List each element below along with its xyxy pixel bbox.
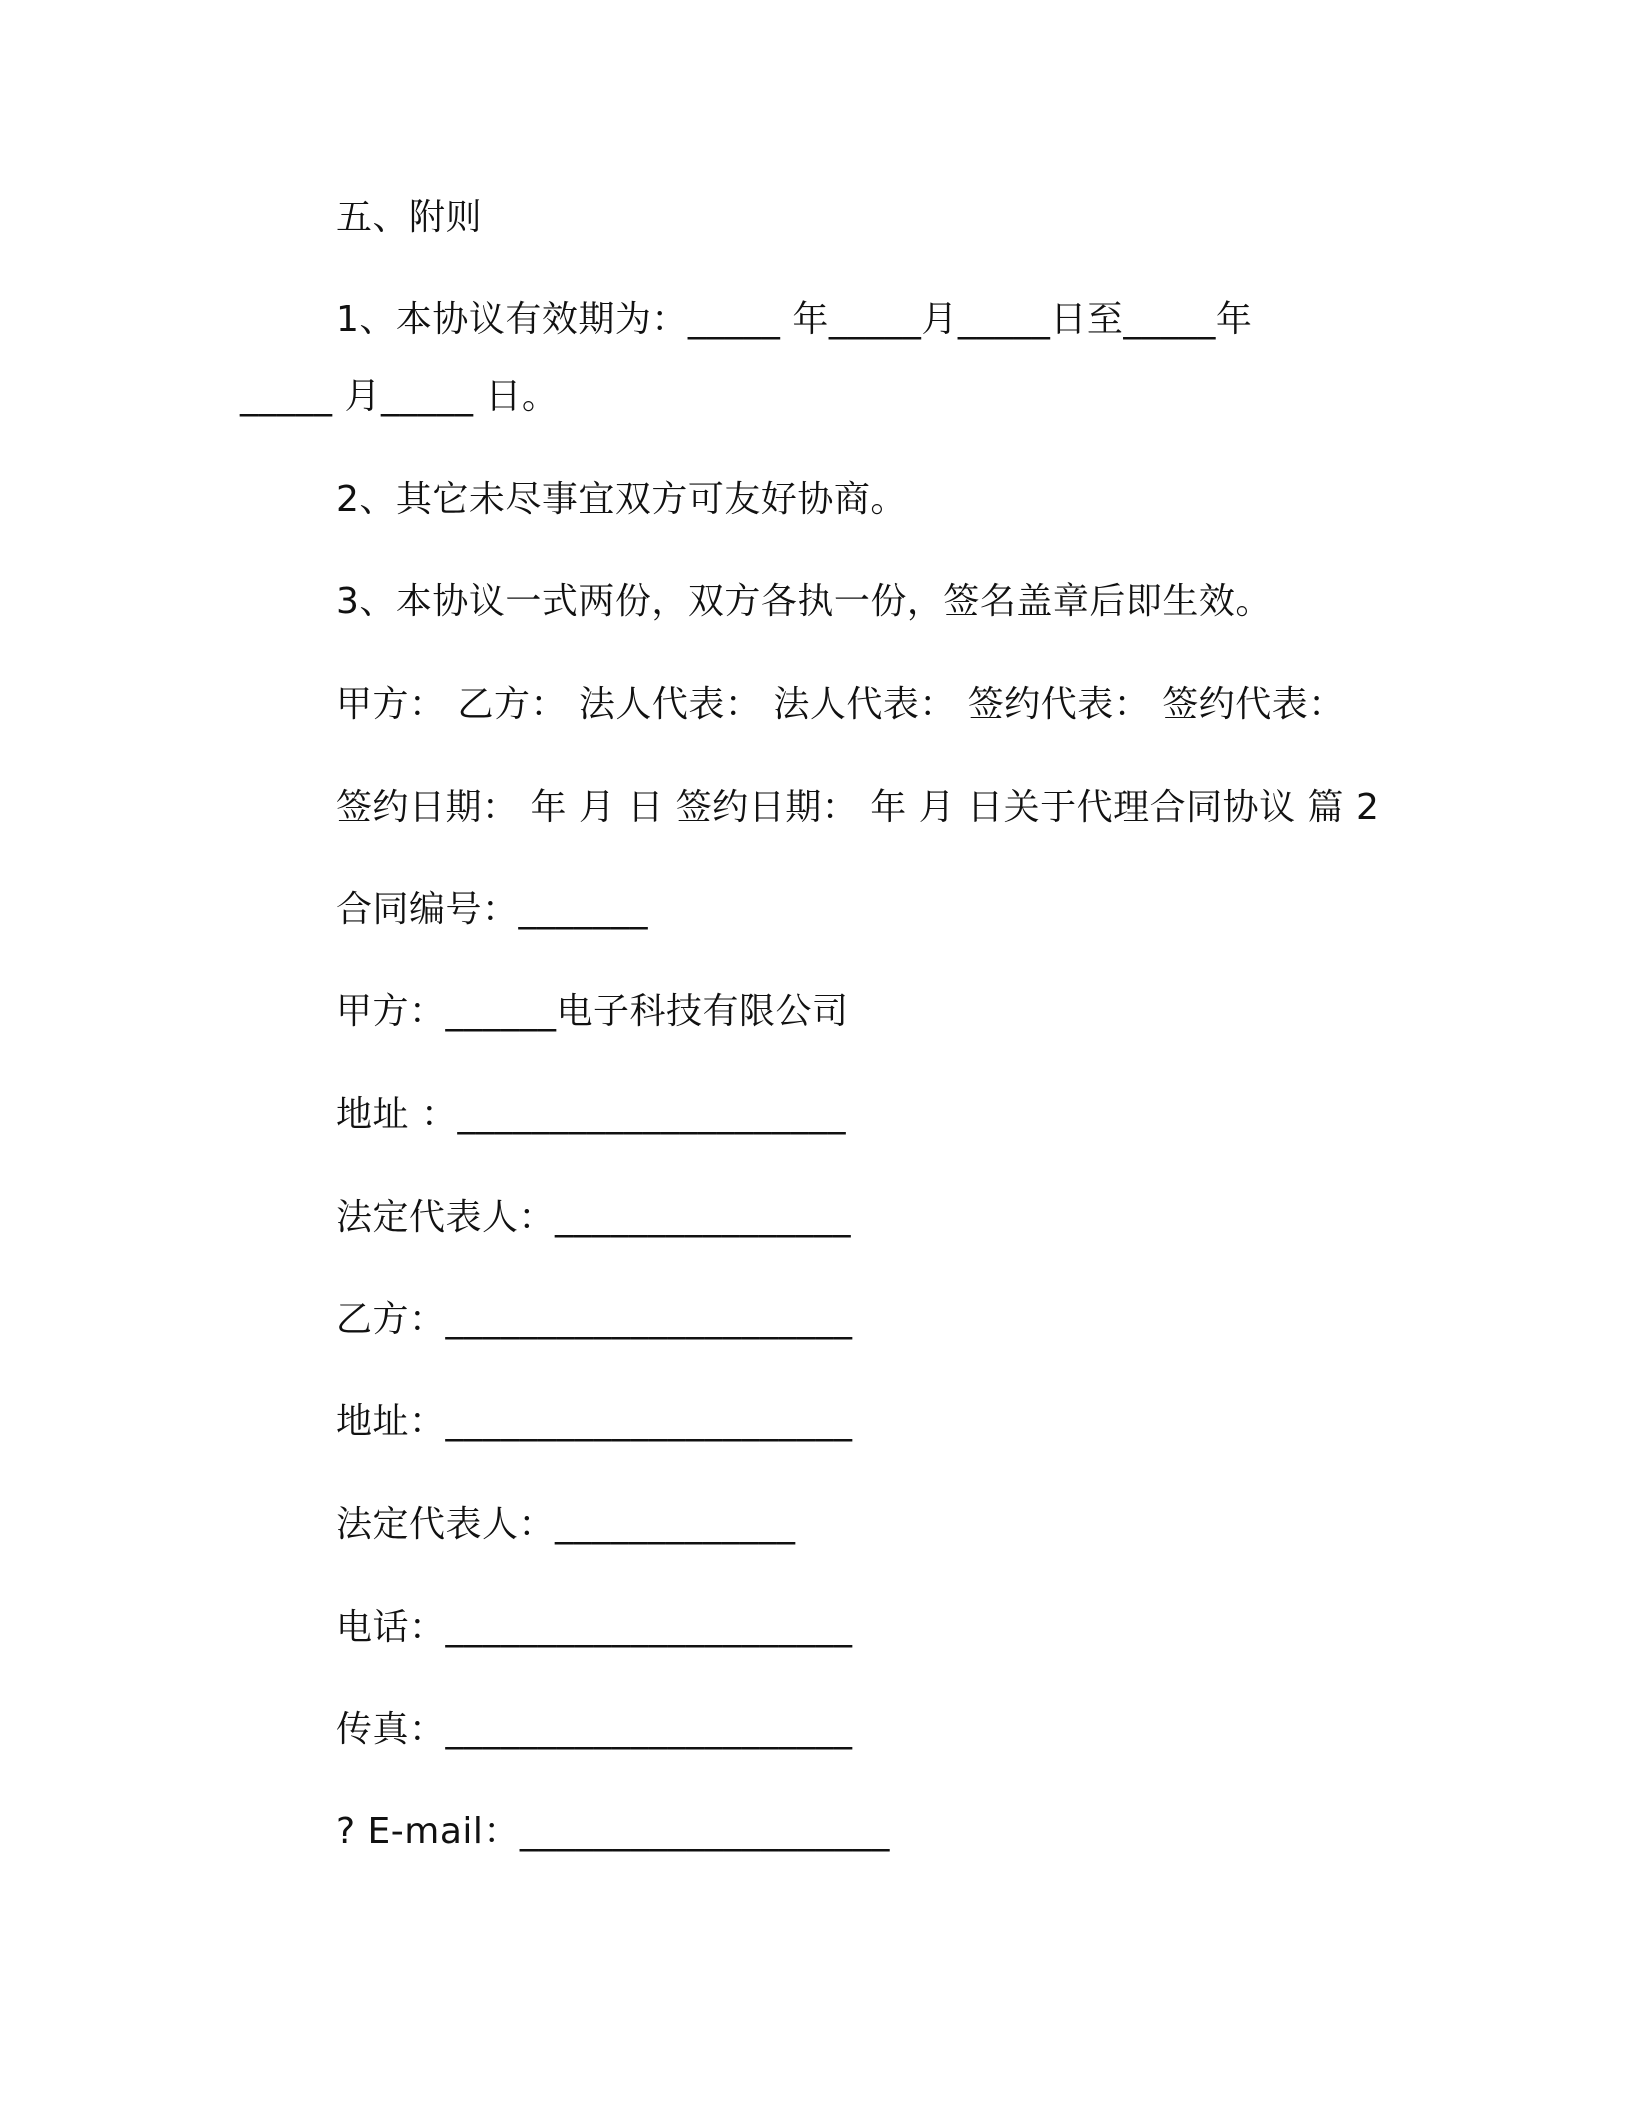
email-field: ? E-mail：____________________ bbox=[336, 1811, 890, 1852]
clause-2: 2、其它未尽事宜双方可友好协商。 bbox=[336, 479, 907, 520]
party-b-field: 乙方：______________________ bbox=[336, 1299, 853, 1340]
phone-field: 电话：______________________ bbox=[336, 1607, 853, 1648]
party-b-legal-representative-field: 法定代表人：_____________ bbox=[336, 1504, 796, 1545]
clause-3: 3、本协议一式两份，双方各执一份，签名盖章后即生效。 bbox=[336, 581, 1272, 622]
contract-number-field: 合同编号：_______ bbox=[336, 889, 649, 930]
term-clause-line-2: _____ 月_____ 日。 bbox=[240, 376, 559, 417]
party-b-address-field: 地址：______________________ bbox=[336, 1401, 853, 1442]
signature-parties-line: 甲方： 乙方： 法人代表： 法人代表： 签约代表： 签约代表： bbox=[336, 684, 1345, 725]
term-clause-line-1: 1、本协议有效期为：_____ 年_____月_____日至_____年 bbox=[336, 299, 1253, 340]
signature-date-line: 签约日期： 年 月 日 签约日期： 年 月 日关于代理合同协议 篇 2 bbox=[336, 787, 1380, 828]
party-a-field: 甲方：______电子科技有限公司 bbox=[336, 991, 849, 1032]
party-a-legal-representative-field: 法定代表人：________________ bbox=[336, 1197, 852, 1238]
party-a-address-field: 地址 ：_____________________ bbox=[336, 1094, 846, 1135]
fax-field: 传真：______________________ bbox=[336, 1709, 853, 1750]
section-heading: 五、附则 bbox=[336, 197, 483, 238]
